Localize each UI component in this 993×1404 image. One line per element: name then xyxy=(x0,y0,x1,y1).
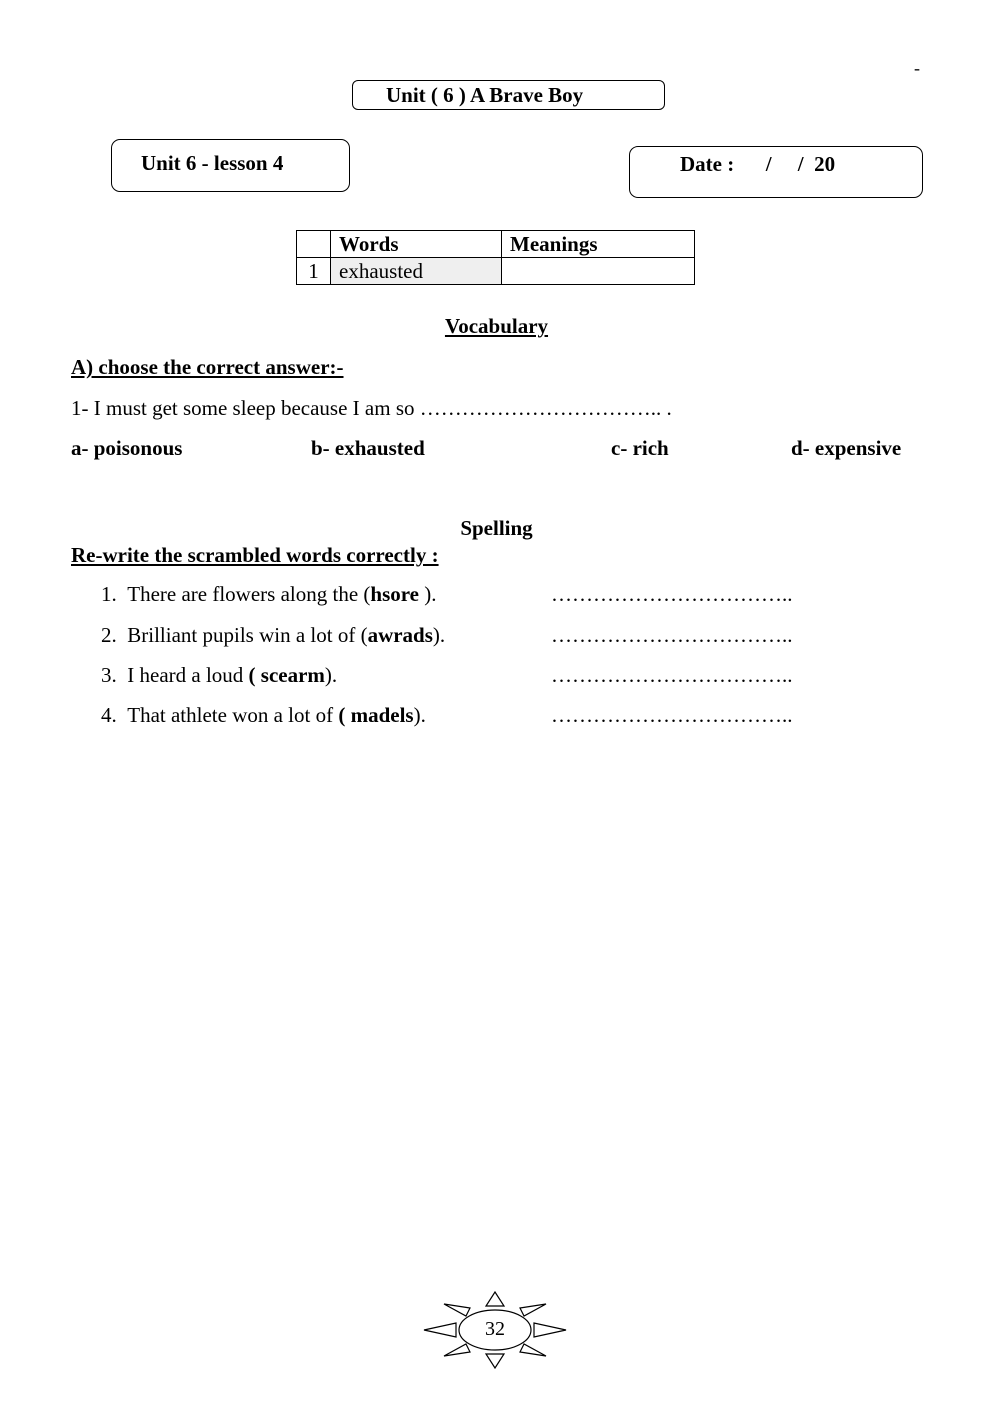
page-number: 32 xyxy=(485,1318,505,1340)
item-text-end: ). xyxy=(413,703,426,727)
item-number: 3. xyxy=(101,663,117,687)
spelling-item xyxy=(101,703,426,728)
unit-title: Unit ( 6 ) A Brave Boy xyxy=(352,80,665,110)
vocabulary-question: 1- I must get some sleep because I am so …………………………….. . xyxy=(71,396,672,420)
date-label: Date : / / 20 xyxy=(629,146,923,198)
option-a[interactable]: a- poisonous xyxy=(71,436,183,460)
row-number: 1 xyxy=(297,258,331,285)
option-c[interactable]: c- rich xyxy=(611,436,669,460)
answer-blank[interactable]: …………………………….. xyxy=(551,703,793,727)
item-text-end: ). xyxy=(324,663,338,687)
answer-blank[interactable]: …………………………….. xyxy=(551,623,793,647)
spelling-item xyxy=(101,582,437,607)
row-meaning[interactable] xyxy=(502,258,695,285)
item-text-end: ). xyxy=(419,582,437,606)
table-header-cell: Words xyxy=(331,231,502,258)
table-header-cell: Meanings xyxy=(502,231,695,258)
table-header-cell xyxy=(297,231,331,258)
row-word: exhausted xyxy=(331,258,502,285)
scrambled-word: awrads xyxy=(367,623,433,647)
item-number: 2. xyxy=(101,623,117,647)
item-number: 1. xyxy=(101,582,117,606)
spelling-heading: Spelling xyxy=(460,516,533,540)
table-header-row xyxy=(297,231,695,258)
spelling-item xyxy=(101,623,445,648)
scrambled-word: ( madels xyxy=(338,703,414,727)
vocabulary-instruction: A) choose the correct answer:- xyxy=(71,355,344,379)
option-b[interactable]: b- exhausted xyxy=(311,436,425,460)
scrambled-word: ( scearm xyxy=(248,663,325,687)
spelling-item xyxy=(101,663,337,688)
scrambled-word: hsore xyxy=(370,582,420,606)
item-text: I heard a loud xyxy=(127,663,249,687)
vocabulary-heading: Vocabulary xyxy=(444,314,549,338)
answer-blank[interactable]: …………………………….. xyxy=(551,663,793,687)
table-row xyxy=(297,258,695,285)
spelling-instruction: Re-write the scrambled words correctly : xyxy=(71,543,439,567)
item-text: Brilliant pupils win a lot of ( xyxy=(127,623,368,647)
answer-blank[interactable]: …………………………….. xyxy=(551,582,793,606)
item-text: That athlete won a lot of xyxy=(127,703,339,727)
option-d[interactable]: d- expensive xyxy=(791,436,902,460)
item-number: 4. xyxy=(101,703,117,727)
words-table xyxy=(296,230,695,285)
lesson-label: Unit 6 - lesson 4 xyxy=(111,139,350,192)
corner-mark: - xyxy=(914,58,920,78)
item-text: There are flowers along the ( xyxy=(127,582,371,606)
item-text-end: ). xyxy=(432,623,446,647)
